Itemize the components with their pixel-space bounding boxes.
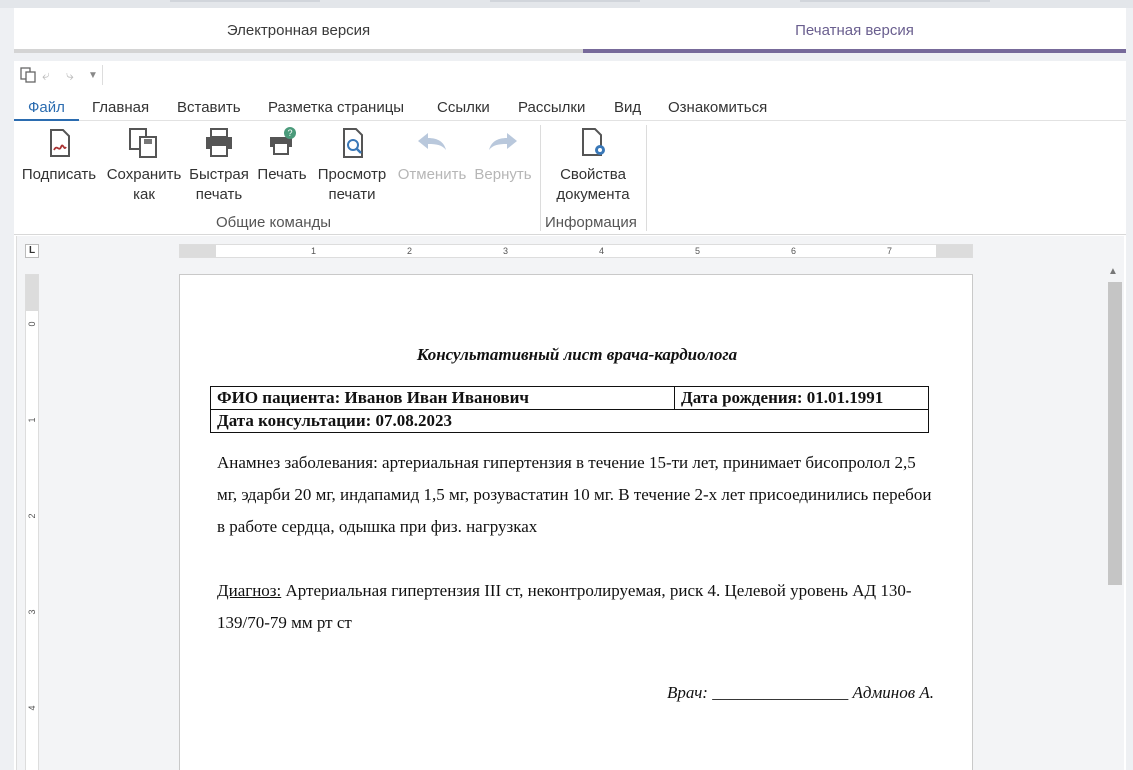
save-as-icon [126,125,162,161]
print-preview-label-line1: Просмотр [317,166,387,183]
top-strip-segment [490,0,640,2]
vertical-ruler[interactable] [25,274,39,770]
document-properties-button[interactable] [548,125,638,205]
top-strip-segment [800,0,990,2]
ruler-number: 7 [887,246,893,256]
menu-tab-home[interactable]: Главная [92,99,150,116]
redo-small-icon[interactable]: ⤷ [66,67,74,83]
undo-small-icon[interactable]: ⤶ [42,67,50,83]
diagnosis-text: Артериальная гипертензия III ст, неконтролируемая, риск 4. Целевой уровень АД 130-139/70-79 мм рт ст [217,581,912,632]
ruler-number: 4 [599,246,605,256]
top-strip-segment [170,0,320,2]
scrollbar-thumb[interactable] [1108,282,1122,585]
menu-tab-review[interactable]: Ознакомиться [668,99,768,116]
ruler-number: 1 [311,246,317,256]
tab-print-version[interactable]: Печатная версия [583,8,1126,53]
signature-blank: ________________ [712,683,849,702]
ruler-number: 5 [695,246,701,256]
tab-electronic-version[interactable]: Электронная версия [14,8,583,53]
patient-name-cell: ФИО пациента: Иванов Иван Иванович [211,387,675,410]
diagnosis-label: Диагноз: [217,581,282,600]
ruler-left-margin [180,245,216,257]
group-label-common: Общие команды [216,214,332,231]
undo-icon [414,125,450,161]
print-button[interactable] [252,125,312,185]
quick-print-icon [201,125,237,161]
sign-label: Подписать [21,166,97,183]
consultation-date-cell: Дата консультации: 07.08.2023 [211,410,929,433]
document-properties-label-line2: документа [556,186,630,203]
ruler-top-margin [26,275,38,311]
group-label-info: Информация [545,214,637,231]
tab-stop-selector[interactable]: L [25,244,39,258]
undo-button[interactable] [394,125,470,185]
document-properties-label-line1: Свойства [560,166,626,183]
svg-text:?: ? [287,128,293,138]
ruler-number: 2 [27,513,37,519]
menu-tab-insert[interactable]: Вставить [177,99,241,116]
menu-tab-layout[interactable]: Разметка страницы [268,99,405,116]
table-row [211,410,929,433]
quick-access-toolbar [14,61,1126,91]
ruler-number: 3 [503,246,509,256]
document-properties-icon [575,125,611,161]
quick-print-button[interactable] [186,125,252,205]
qat-divider [102,65,103,85]
menu-tab-mailings[interactable]: Рассылки [518,99,586,116]
print-preview-label-line2: печати [328,186,376,203]
group-separator [646,125,647,231]
document-title: Консультативный лист врача-кардиолога [416,345,738,364]
vertical-scrollbar[interactable] [1106,266,1122,770]
print-icon [264,125,300,161]
print-preview-button[interactable] [312,125,392,205]
top-strip [0,0,1133,8]
horizontal-ruler[interactable] [179,244,973,258]
version-tabbar [14,8,1126,53]
menu-tab-view[interactable]: Вид [614,99,642,116]
ruler-number: 2 [407,246,413,256]
group-separator [540,125,541,231]
diagnosis-paragraph [217,575,937,639]
ruler-number: 4 [27,705,37,711]
redo-icon [485,125,521,161]
quick-print-label-line1: Быстрая [189,166,249,183]
ruler-number: 1 [27,417,37,423]
patient-info-table [210,386,929,433]
save-as-label-line1: Сохранить [106,166,182,183]
anamnesis-paragraph: Анамнез заболевания: артериальная гипертензия в течение 15-ти лет, принимает бисопролол 2,5 мг, эдарби 20 мг, индапамид 1,5 мг, розувастатин 10 мг. В течение 2-х лет присоединились перебои в работе сердца, одышка при физ. нагрузках [217,453,932,536]
ribbon-panel [14,121,1126,235]
sign-icon [41,125,77,161]
save-as-label-line2: как [133,186,155,203]
print-preview-icon [334,125,370,161]
sign-button[interactable] [20,125,98,185]
editor-window [14,61,1126,770]
doctor-signature-line [667,683,934,703]
save-icon[interactable] [20,67,36,86]
undo-label: Отменить [397,166,467,183]
ruler-number: 6 [791,246,797,256]
ruler-number: 3 [27,609,37,615]
redo-button[interactable] [470,125,536,185]
doctor-name: Админов А. [852,683,934,702]
menu-tab-references[interactable]: Ссылки [437,99,490,116]
chevron-down-icon[interactable]: ▼ [88,70,98,81]
ruler-number: 0 [27,321,37,327]
quick-print-label-line2: печать [195,186,243,203]
birth-date-cell: Дата рождения: 01.01.1991 [675,387,929,410]
document-area [16,236,1124,770]
scroll-up-icon[interactable]: ▲ [1108,266,1118,277]
ribbon-menu-tabs [14,95,1126,121]
doctor-label: Врач: [667,683,708,702]
save-as-button[interactable] [102,125,186,205]
menu-tab-file[interactable]: Файл [14,95,79,121]
document-page[interactable] [179,274,973,770]
print-label: Печать [257,166,307,183]
ruler-right-margin [936,245,972,257]
table-row [211,387,929,410]
redo-label: Вернуть [474,166,532,183]
